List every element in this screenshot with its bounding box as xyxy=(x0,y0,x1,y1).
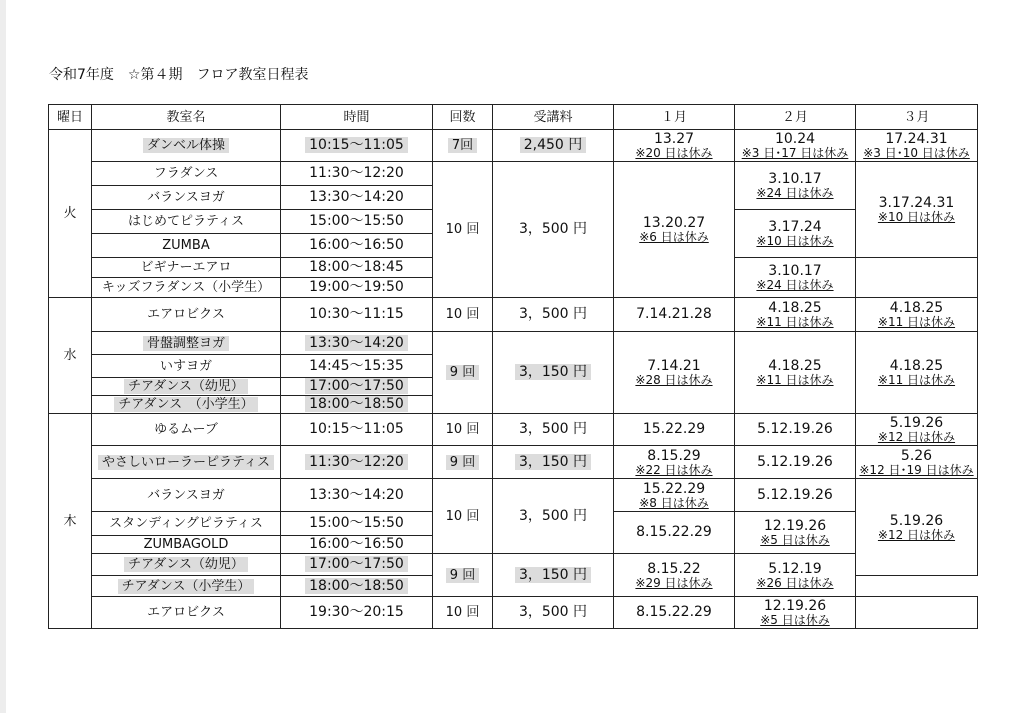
feb-dates: 10.24 ※3 日･17 日は休み xyxy=(735,130,856,162)
class-name: チアダンス（幼児） xyxy=(92,554,281,576)
class-name: チアダンス（小学生） xyxy=(92,576,281,597)
class-count: 9 回 xyxy=(433,446,493,479)
class-time: 13:30～14:20 xyxy=(281,479,433,512)
class-time: 19:30～20:15 xyxy=(281,597,433,629)
jan-dates: 8.15.22.29 xyxy=(614,597,735,629)
table-row xyxy=(49,298,978,332)
header-feb: ２月 xyxy=(735,105,856,130)
feb-dates: 3.10.17 ※24 日は休み xyxy=(735,258,856,298)
header-count: 回数 xyxy=(433,105,493,130)
mar-dates: 4.18.25 ※11 日は休み xyxy=(856,298,978,332)
class-name: ダンベル体操 xyxy=(92,130,281,162)
class-time: 18:00～18:50 xyxy=(281,396,433,414)
class-fee: 2,450 円 xyxy=(493,130,614,162)
mar-dates: 17.24.31 ※3 日･10 日は休み xyxy=(856,130,978,162)
table-row xyxy=(49,597,978,629)
feb-dates: 5.12.19.26 xyxy=(735,479,856,512)
class-count: 9 回 xyxy=(433,554,493,597)
header-time: 時間 xyxy=(281,105,433,130)
schedule-table xyxy=(48,104,978,629)
class-time: 10:30～11:15 xyxy=(281,298,433,332)
jan-dates: 15.22.29 ※8 日は休み xyxy=(614,479,735,512)
feb-dates: 5.12.19 ※26 日は休み xyxy=(735,554,856,597)
class-name: バランスヨガ xyxy=(92,479,281,512)
class-fee: 3，500 円 xyxy=(493,479,614,554)
class-name: チアダンス（幼児） xyxy=(92,378,281,396)
class-time: 16:00～16:50 xyxy=(281,234,433,258)
feb-dates: 4.18.25 ※11 日は休み xyxy=(735,332,856,414)
table-row xyxy=(49,479,978,512)
class-count: 10 回 xyxy=(433,162,493,298)
feb-dates: 5.12.19.26 xyxy=(735,446,856,479)
header-day: 曜日 xyxy=(49,105,92,130)
class-count: 10 回 xyxy=(433,479,493,554)
page-title: 令和7年度 ☆第４期 フロア教室日程表 xyxy=(49,67,309,83)
class-name: スタンディングピラティス xyxy=(92,512,281,536)
class-name: エアロビクス xyxy=(92,597,281,629)
class-time: 11:30～12:20 xyxy=(281,446,433,479)
class-time: 18:00～18:45 xyxy=(281,258,433,278)
class-time: 18:00～18:50 xyxy=(281,576,433,597)
jan-dates: 13.27 ※20 日は休み xyxy=(614,130,735,162)
feb-dates: 3.10.17 ※24 日は休み xyxy=(735,162,856,210)
class-fee: 3，150 円 xyxy=(493,332,614,414)
header-row xyxy=(49,105,978,130)
mar-dates: 5.19.26 ※12 日は休み xyxy=(856,414,978,446)
class-fee: 3，500 円 xyxy=(493,414,614,446)
class-fee: 3，500 円 xyxy=(493,298,614,332)
class-time: 19:00～19:50 xyxy=(281,278,433,298)
jan-dates: 7.14.21.28 xyxy=(614,298,735,332)
table-row xyxy=(49,414,978,446)
table-row xyxy=(49,446,978,479)
jan-dates: 8.15.22 ※29 日は休み xyxy=(614,554,735,597)
class-name: キッズフラダンス（小学生） xyxy=(92,278,281,298)
class-name: はじめてピラティス xyxy=(92,210,281,234)
mar-dates: 5.19.26 ※12 日は休み xyxy=(856,479,978,576)
class-fee: 3，150 円 xyxy=(493,554,614,597)
mar-dates: 4.18.25 ※11 日は休み xyxy=(856,332,978,414)
class-time: 10:15～11:05 xyxy=(281,414,433,446)
table-row xyxy=(49,130,978,162)
page-margin xyxy=(0,0,6,713)
class-name: ビギナーエアロ xyxy=(92,258,281,278)
table-row xyxy=(49,554,978,576)
class-fee: 3，500 円 xyxy=(493,597,614,629)
class-name: バランスヨガ xyxy=(92,186,281,210)
mar-blank xyxy=(856,258,978,298)
class-time: 15:00～15:50 xyxy=(281,512,433,536)
class-fee: 3，150 円 xyxy=(493,446,614,479)
class-name: いすヨガ xyxy=(92,355,281,378)
class-name: ZUMBA xyxy=(92,234,281,258)
class-fee: 3，500 円 xyxy=(493,162,614,298)
class-time: 13:30～14:20 xyxy=(281,186,433,210)
table-row xyxy=(49,162,978,186)
class-count: 10 回 xyxy=(433,597,493,629)
jan-dates: 8.15.29 ※22 日は休み xyxy=(614,446,735,479)
class-name: ZUMBAGOLD xyxy=(92,536,281,554)
class-name: エアロビクス xyxy=(92,298,281,332)
class-time: 17:00～17:50 xyxy=(281,554,433,576)
class-name: チアダンス （小学生） xyxy=(92,396,281,414)
class-name: ゆるムーブ xyxy=(92,414,281,446)
class-time: 16:00～16:50 xyxy=(281,536,433,554)
class-time: 11:30～12:20 xyxy=(281,162,433,186)
mar-blank xyxy=(856,597,978,629)
feb-dates: 4.18.25 ※11 日は休み xyxy=(735,298,856,332)
class-name: やさしいローラーピラティス xyxy=(92,446,281,479)
jan-dates: 7.14.21 ※28 日は休み xyxy=(614,332,735,414)
day-cell-wed: 水 xyxy=(49,298,92,414)
class-time: 14:45～15:35 xyxy=(281,355,433,378)
feb-dates: 3.17.24 ※10 日は休み xyxy=(735,210,856,258)
header-mar: ３月 xyxy=(856,105,978,130)
jan-dates: 8.15.22.29 xyxy=(614,512,735,554)
header-fee: 受講料 xyxy=(493,105,614,130)
class-time: 13:30～14:20 xyxy=(281,332,433,355)
feb-dates: 5.12.19.26 xyxy=(735,414,856,446)
mar-dates: 5.26 ※12 日･19 日は休み xyxy=(856,446,978,479)
class-time: 17:00～17:50 xyxy=(281,378,433,396)
table-row xyxy=(49,332,978,355)
mar-dates: 3.17.24.31 ※10 日は休み xyxy=(856,162,978,258)
jan-dates: 15.22.29 xyxy=(614,414,735,446)
feb-dates: 12.19.26 ※5 日は休み xyxy=(735,597,856,629)
day-cell-thu: 木 xyxy=(49,414,92,629)
class-name: 骨盤調整ヨガ xyxy=(92,332,281,355)
class-count: 10 回 xyxy=(433,414,493,446)
class-count: 7回 xyxy=(433,130,493,162)
class-time: 10:15～11:05 xyxy=(281,130,433,162)
class-count: 9 回 xyxy=(433,332,493,414)
day-cell-tue: 火 xyxy=(49,130,92,298)
class-count: 10 回 xyxy=(433,298,493,332)
class-time: 15:00～15:50 xyxy=(281,210,433,234)
header-class: 教室名 xyxy=(92,105,281,130)
jan-dates: 13.20.27 ※6 日は休み xyxy=(614,162,735,298)
header-jan: １月 xyxy=(614,105,735,130)
class-name: フラダンス xyxy=(92,162,281,186)
feb-dates: 12.19.26 ※5 日は休み xyxy=(735,512,856,554)
